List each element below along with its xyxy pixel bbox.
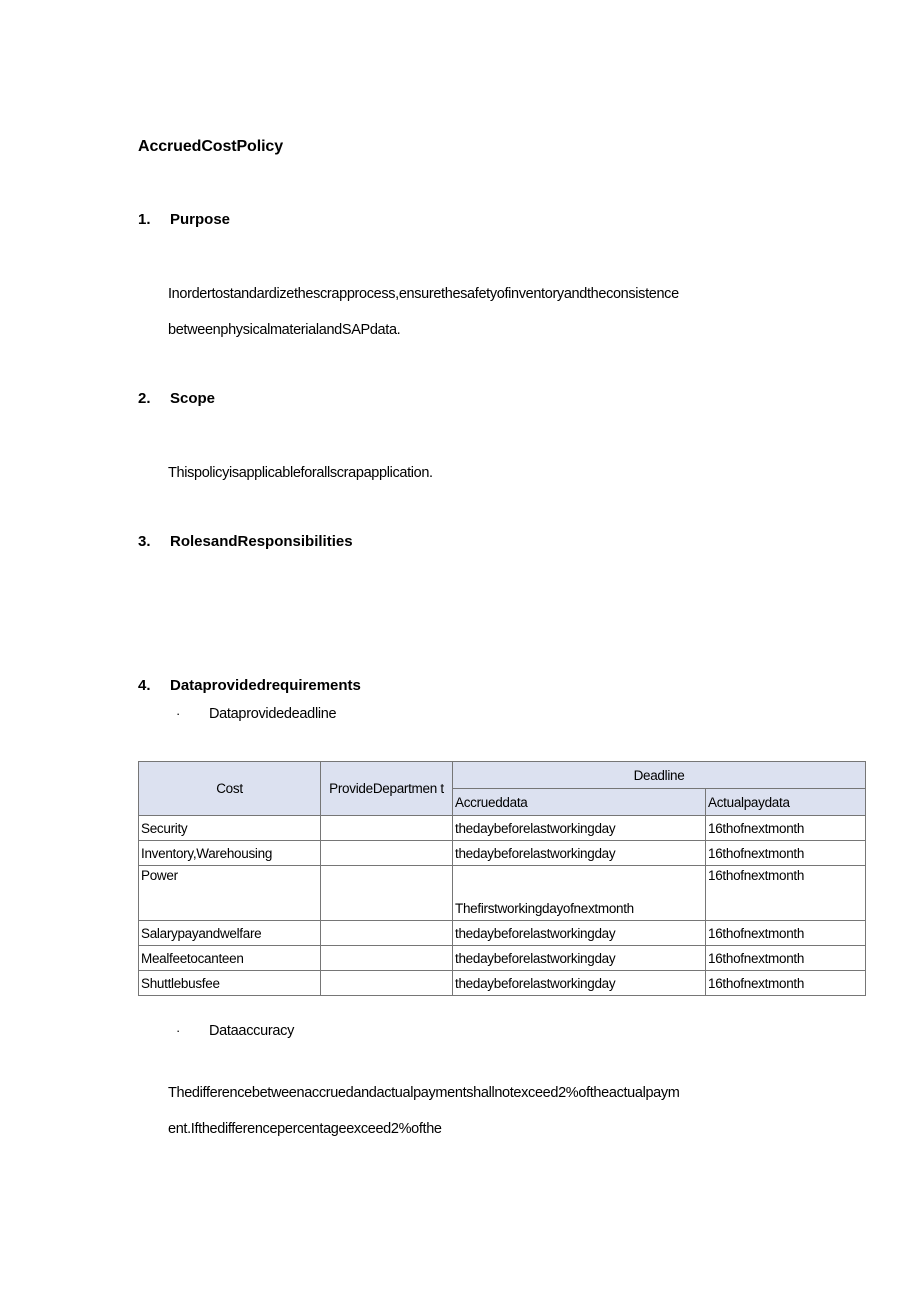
- cell-department: [321, 816, 453, 841]
- table-row: [139, 921, 866, 946]
- section-heading-roles: [138, 533, 353, 550]
- table-row: [139, 816, 866, 841]
- bullet-dot-icon: ·: [176, 1023, 181, 1038]
- cell-accrued: thedaybeforelastworkingday: [453, 816, 706, 841]
- cell-cost: Security: [139, 816, 321, 841]
- cell-actual: 16thofnextmonth: [706, 921, 866, 946]
- cell-accrued: Thefirstworkingdayofnextmonth: [453, 866, 706, 921]
- cell-actual: 16thofnextmonth: [706, 971, 866, 996]
- section-title-1: Purpose: [170, 211, 231, 228]
- cell-department: [321, 946, 453, 971]
- cell-accrued: thedaybeforelastworkingday: [453, 921, 706, 946]
- section-title-3: RolesandResponsibilities: [170, 533, 353, 550]
- scope-paragraph: [168, 455, 868, 491]
- cell-cost: Power: [139, 866, 321, 921]
- cell-department: [321, 971, 453, 996]
- bullet-label-deadline: Dataprovidedeadline: [209, 706, 337, 722]
- accuracy-line-2: ent.Ifthedifferencepercentageexceed2%ofthe: [168, 1121, 442, 1137]
- column-header-deadline: Deadline: [453, 762, 866, 789]
- section-heading-data-requirements: [138, 677, 361, 694]
- table-row: [139, 971, 866, 996]
- cell-actual: 16thofnextmonth: [706, 816, 866, 841]
- purpose-line-1: Inordertostandardizethescrapprocess,ensurethesafetyofinventoryandtheconsistence: [168, 286, 679, 302]
- table-header-row-1: [139, 762, 866, 789]
- cell-department: [321, 841, 453, 866]
- bullet-label-accuracy: Dataaccuracy: [209, 1023, 295, 1039]
- purpose-paragraph: [168, 276, 868, 348]
- column-header-provide-department: ProvideDepartmen t: [321, 762, 453, 816]
- section-heading-scope: [138, 390, 215, 407]
- bullet-data-provide-deadline: [176, 706, 336, 722]
- cell-department: [321, 866, 453, 921]
- cell-accrued: thedaybeforelastworkingday: [453, 971, 706, 996]
- column-header-accrued-data: Accrueddata: [453, 789, 706, 816]
- bullet-data-accuracy: [176, 1023, 294, 1039]
- section-number-4: 4.: [138, 677, 151, 694]
- cell-cost: Salarypayandwelfare: [139, 921, 321, 946]
- bullet-dot-icon: ·: [176, 706, 181, 721]
- section-title-4: Dataprovidedrequirements: [170, 677, 361, 694]
- section-number-1: 1.: [138, 211, 151, 228]
- section-number-3: 3.: [138, 533, 151, 550]
- table-row: [139, 866, 866, 921]
- section-number-2: 2.: [138, 390, 151, 407]
- column-header-cost: Cost: [139, 762, 321, 816]
- cell-actual: 16thofnextmonth: [706, 841, 866, 866]
- column-header-actual-pay-data: Actualpaydata: [706, 789, 866, 816]
- table-row: [139, 946, 866, 971]
- cell-accrued: thedaybeforelastworkingday: [453, 946, 706, 971]
- purpose-line-2: betweenphysicalmaterialandSAPdata.: [168, 322, 401, 338]
- cell-department: [321, 921, 453, 946]
- accuracy-line-1: Thedifferencebetweenaccruedandactualpaymentshallnotexceed2%oftheactualpaym: [168, 1085, 680, 1101]
- cell-actual: 16thofnextmonth: [706, 866, 866, 921]
- cell-cost: Shuttlebusfee: [139, 971, 321, 996]
- scope-line-1: Thispolicyisapplicableforallscrapapplication.: [168, 465, 433, 481]
- cell-actual: 16thofnextmonth: [706, 946, 866, 971]
- document-title: AccruedCostPolicy: [138, 138, 284, 155]
- section-title-2: Scope: [170, 390, 216, 407]
- data-provide-deadline-table: [138, 761, 866, 996]
- section-heading-purpose: [138, 211, 230, 228]
- cell-cost: Mealfeetocanteen: [139, 946, 321, 971]
- cell-cost: Inventory,Warehousing: [139, 841, 321, 866]
- data-accuracy-paragraph: [168, 1075, 868, 1147]
- table-row: [139, 841, 866, 866]
- cell-accrued: thedaybeforelastworkingday: [453, 841, 706, 866]
